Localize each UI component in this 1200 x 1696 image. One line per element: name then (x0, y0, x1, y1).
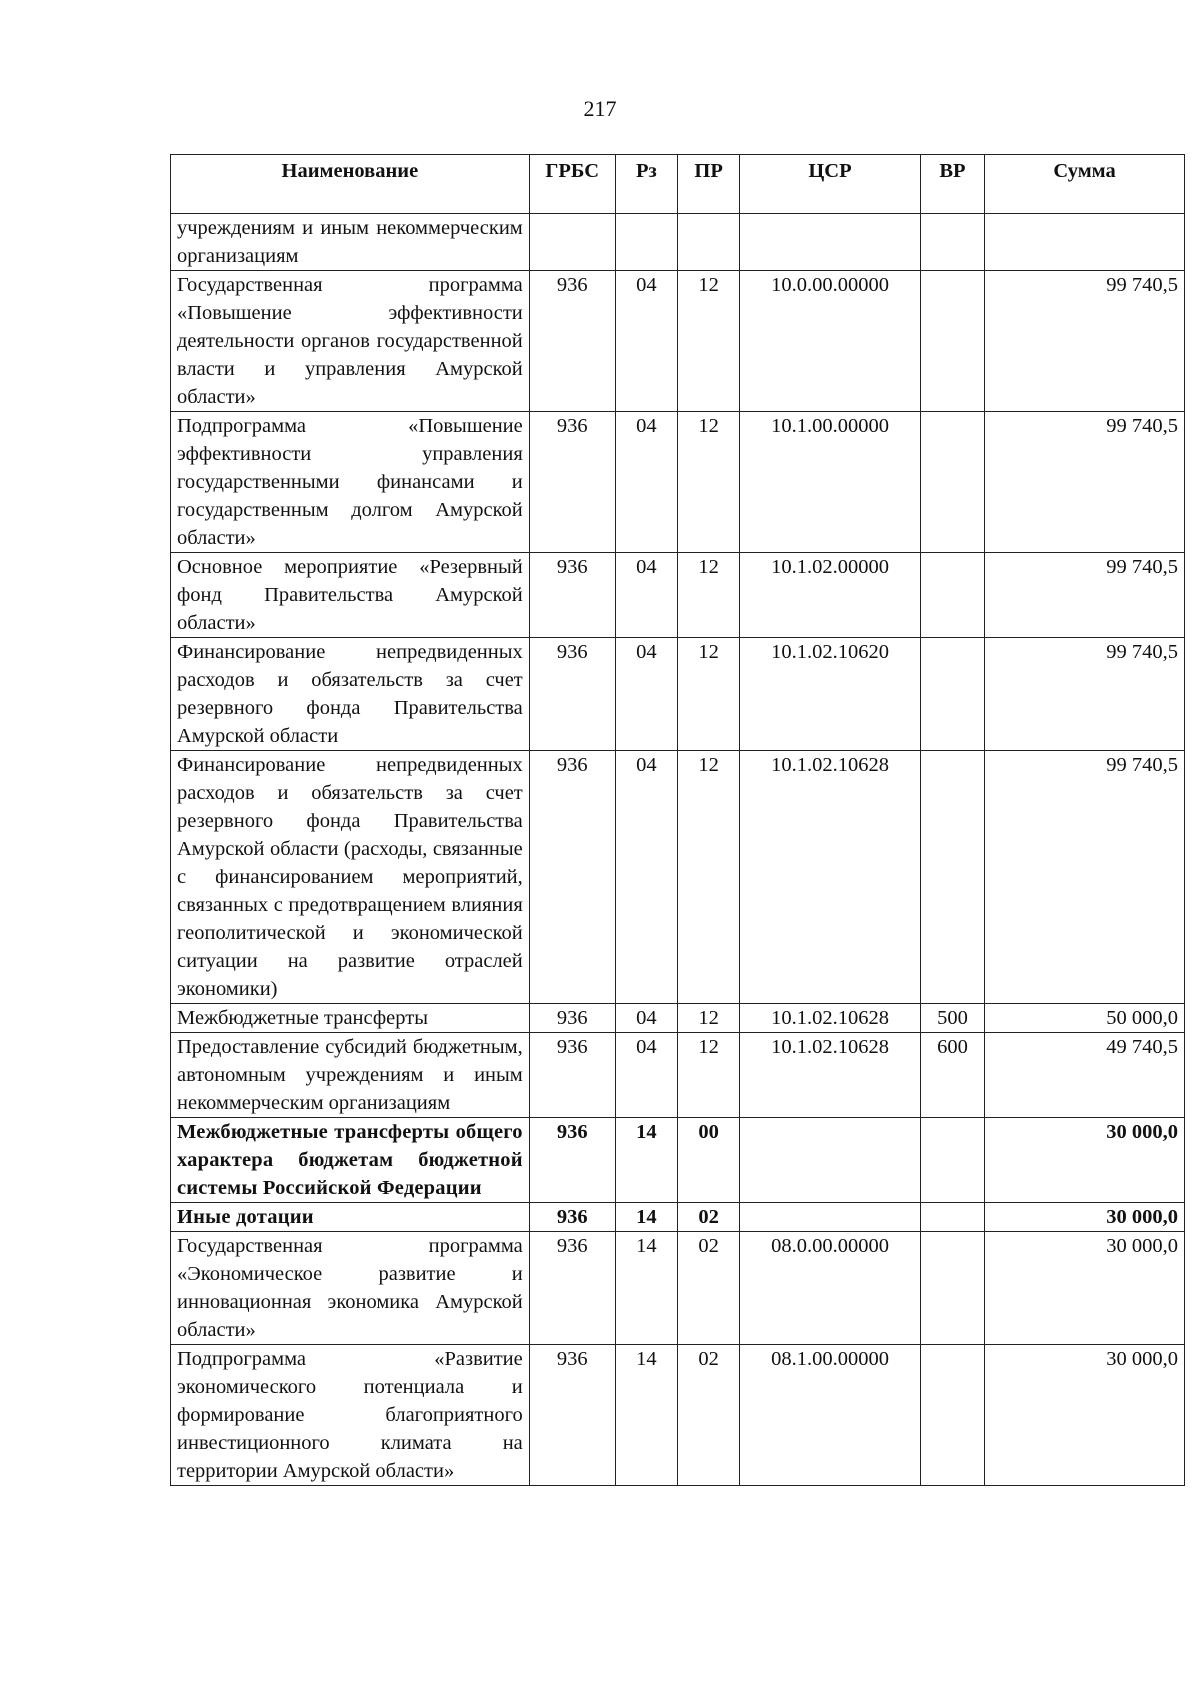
cell-vr (920, 214, 984, 271)
cell-rz: 14 (615, 1345, 677, 1486)
cell-rz: 04 (615, 271, 677, 412)
cell-sum: 30 000,0 (985, 1203, 1185, 1232)
cell-vr (920, 553, 984, 638)
cell-grbs: 936 (529, 1118, 615, 1203)
cell-pr (677, 214, 739, 271)
cell-rz: 04 (615, 412, 677, 553)
header-vr: ВР (920, 155, 984, 214)
cell-rz: 04 (615, 751, 677, 1004)
table-row (171, 553, 1185, 638)
cell-pr: 12 (677, 638, 739, 751)
cell-csr (740, 1203, 920, 1232)
cell-rz: 14 (615, 1203, 677, 1232)
cell-name: Межбюджетные трансферты (171, 1004, 530, 1033)
header-grbs: ГРБС (529, 155, 615, 214)
cell-grbs: 936 (529, 1203, 615, 1232)
cell-pr: 12 (677, 553, 739, 638)
cell-grbs: 936 (529, 1232, 615, 1345)
cell-csr: 10.1.02.10628 (740, 1004, 920, 1033)
cell-csr: 10.0.00.00000 (740, 271, 920, 412)
cell-pr: 00 (677, 1118, 739, 1203)
cell-vr (920, 638, 984, 751)
cell-csr: 10.1.02.10628 (740, 1033, 920, 1118)
header-csr: ЦСР (740, 155, 920, 214)
table-header-row (171, 155, 1185, 214)
table-row (171, 412, 1185, 553)
cell-name: Государственная программа «Экономическое развитие и инновационная экономика Амурской области» (171, 1232, 530, 1345)
cell-csr: 08.0.00.00000 (740, 1232, 920, 1345)
table-row (171, 638, 1185, 751)
cell-csr: 10.1.02.10628 (740, 751, 920, 1004)
cell-vr (920, 412, 984, 553)
cell-sum: 30 000,0 (985, 1345, 1185, 1486)
cell-name: учреждениям и иным некоммерческим организациям (171, 214, 530, 271)
cell-vr (920, 271, 984, 412)
cell-pr: 02 (677, 1203, 739, 1232)
cell-vr: 500 (920, 1004, 984, 1033)
cell-csr: 08.1.00.00000 (740, 1345, 920, 1486)
cell-grbs: 936 (529, 1004, 615, 1033)
cell-sum: 99 740,5 (985, 271, 1185, 412)
cell-name: Подпрограмма «Повышение эффективности управления государственными финансами и государственным долгом Амурской области» (171, 412, 530, 553)
cell-sum: 30 000,0 (985, 1118, 1185, 1203)
cell-csr (740, 1118, 920, 1203)
cell-pr: 12 (677, 1033, 739, 1118)
table-row (171, 1203, 1185, 1232)
budget-table (170, 154, 1185, 1486)
cell-rz: 14 (615, 1232, 677, 1345)
cell-csr: 10.1.02.10620 (740, 638, 920, 751)
cell-vr: 600 (920, 1033, 984, 1118)
cell-name: Финансирование непредвиденных расходов и обязательств за счет резервного фонда Правительства Амурской области (расходы, связанные с финансированием мероприятий, связанных с предотвращением влияния геополитической и экономической ситуации на развитие отраслей экономики) (171, 751, 530, 1004)
cell-vr (920, 1345, 984, 1486)
cell-grbs: 936 (529, 751, 615, 1004)
table-row (171, 1118, 1185, 1203)
cell-sum (985, 214, 1185, 271)
cell-name: Государственная программа «Повышение эффективности деятельности органов государственной власти и управления Амурской области» (171, 271, 530, 412)
header-sum: Сумма (985, 155, 1185, 214)
cell-rz: 04 (615, 553, 677, 638)
cell-rz: 04 (615, 638, 677, 751)
header-pr: ПР (677, 155, 739, 214)
cell-sum: 49 740,5 (985, 1033, 1185, 1118)
cell-pr: 12 (677, 271, 739, 412)
cell-grbs: 936 (529, 1345, 615, 1486)
cell-pr: 12 (677, 412, 739, 553)
cell-grbs: 936 (529, 638, 615, 751)
cell-name: Подпрограмма «Развитие экономического потенциала и формирование благоприятного инвестиционного климата на территории Амурской области» (171, 1345, 530, 1486)
table-row (171, 271, 1185, 412)
cell-rz: 04 (615, 1033, 677, 1118)
cell-grbs: 936 (529, 412, 615, 553)
cell-rz: 04 (615, 1004, 677, 1033)
cell-sum: 99 740,5 (985, 638, 1185, 751)
cell-vr (920, 1118, 984, 1203)
cell-name: Межбюджетные трансферты общего характера бюджетам бюджетной системы Российской Федерации (171, 1118, 530, 1203)
cell-pr: 12 (677, 751, 739, 1004)
cell-sum: 30 000,0 (985, 1232, 1185, 1345)
cell-csr (740, 214, 920, 271)
cell-name: Основное мероприятие «Резервный фонд Правительства Амурской области» (171, 553, 530, 638)
cell-grbs: 936 (529, 1033, 615, 1118)
cell-grbs: 936 (529, 271, 615, 412)
header-name: Наименование (171, 155, 530, 214)
cell-vr (920, 1203, 984, 1232)
table-row (171, 1033, 1185, 1118)
cell-sum: 50 000,0 (985, 1004, 1185, 1033)
cell-sum: 99 740,5 (985, 412, 1185, 553)
cell-pr: 02 (677, 1232, 739, 1345)
cell-name: Иные дотации (171, 1203, 530, 1232)
cell-rz: 14 (615, 1118, 677, 1203)
cell-name: Финансирование непредвиденных расходов и обязательств за счет резервного фонда Правительства Амурской области (171, 638, 530, 751)
table-row (171, 1004, 1185, 1033)
cell-sum: 99 740,5 (985, 751, 1185, 1004)
cell-grbs: 936 (529, 553, 615, 638)
cell-csr: 10.1.02.00000 (740, 553, 920, 638)
table-row (171, 751, 1185, 1004)
cell-rz (615, 214, 677, 271)
page-number: 217 (583, 96, 617, 121)
cell-grbs (529, 214, 615, 271)
table-row (171, 1232, 1185, 1345)
cell-pr: 02 (677, 1345, 739, 1486)
cell-pr: 12 (677, 1004, 739, 1033)
cell-name: Предоставление субсидий бюджетным, автономным учреждениям и иным некоммерческим организациям (171, 1033, 530, 1118)
cell-vr (920, 751, 984, 1004)
table-row (171, 1345, 1185, 1486)
cell-csr: 10.1.00.00000 (740, 412, 920, 553)
header-rz: Рз (615, 155, 677, 214)
cell-vr (920, 1232, 984, 1345)
table-row (171, 214, 1185, 271)
cell-sum: 99 740,5 (985, 553, 1185, 638)
